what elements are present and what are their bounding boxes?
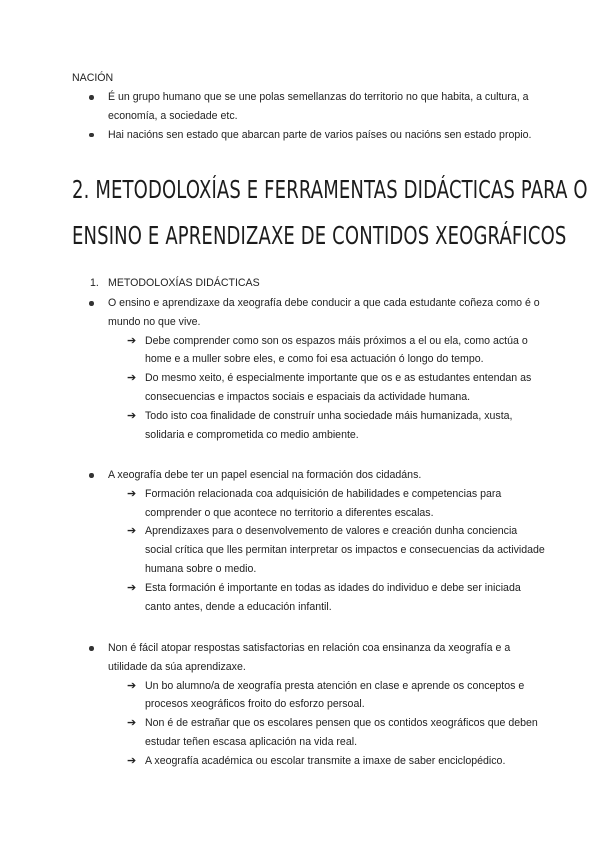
arrow-bullet-icon: ➔: [127, 525, 137, 538]
sub-item-text: Todo isto coa finalidade de construír unha sociedade máis humanizada, xusta,: [145, 409, 513, 422]
sub-item-text: Non é de estrañar que os escolares pensen que os contidos xeográficos que deben: [145, 717, 538, 730]
sub-item-text: Un bo alumno/a de xeografía presta atención en clase e aprende os conceptos e: [145, 679, 525, 692]
bullet-icon: [89, 133, 94, 138]
sub-item-text: Do mesmo xeito, é especialmente importante que os e as estudantes entendan as: [145, 372, 532, 385]
arrow-bullet-icon: ➔: [127, 717, 137, 730]
sub-item-text: Aprendizaxes para o desenvolvemento de valores e creación dunha conciencia: [145, 525, 518, 538]
sub-item-text: comprender o que acontece no territorio a diferentes escalas.: [145, 506, 434, 519]
arrow-bullet-icon: ➔: [127, 334, 137, 347]
sub-item-text: procesos xeográficos froito do esforzo persoal.: [145, 698, 365, 711]
sub-item-text: canto antes, dende a educación infantil.: [145, 600, 332, 613]
sub-item-text: social crítica que lles permitan interpretar os impactos e consecuencias da actividade: [145, 544, 545, 557]
list-item-text: É un grupo humano que se une polas semellanzas do territorio no que habita, a cultura, a: [108, 91, 529, 103]
subsection-title: METODOLOXÍAS DIDÁCTICAS: [108, 277, 260, 289]
sub-item-text: estudar teñen escasa aplicación na vida real.: [145, 736, 358, 748]
list-item-text: utilidade da súa aprendizaxe.: [108, 660, 246, 673]
bullet-icon: [89, 301, 94, 306]
nacion-label: NACIÓN: [72, 72, 114, 84]
arrow-bullet-icon: ➔: [127, 372, 137, 385]
sub-item-text: consecuencias e impactos sociais e espaciais da actividade humana.: [145, 391, 471, 403]
sub-item-text: solidaria e comprometida co medio ambiente.: [145, 428, 359, 441]
bullet-icon: [89, 95, 94, 100]
sub-item-text: A xeografía académica ou escolar transmite a imaxe de saber enciclopédico.: [145, 754, 506, 767]
list-item-text: O ensino e aprendizaxe da xeografía debe conducir a que cada estudante coñeza como é o: [108, 297, 540, 309]
sub-item-text: Esta formación é importante en todas as idades do individuo e debe ser iniciada: [145, 581, 521, 594]
sub-item-text: Formación relacionada coa adquisición de habilidades e competencias para: [145, 487, 502, 500]
arrow-bullet-icon: ➔: [127, 487, 137, 500]
sub-item-text: home e a muller sobre eles, e como foi esa actuación ó longo do tempo.: [145, 353, 484, 366]
list-item-text: A xeografía debe ter un papel esencial na formación dos cidadáns.: [108, 469, 422, 481]
bullet-icon: [89, 473, 94, 478]
list-item-text: Hai nacións sen estado que abarcan parte de varios países ou nacións sen estado propio.: [108, 128, 532, 141]
section-heading-line-1: 2. METODOLOXÍAS E FERRAMENTAS DIDÁCTICAS PARA O: [72, 175, 588, 204]
arrow-bullet-icon: ➔: [127, 754, 137, 767]
arrow-bullet-icon: ➔: [127, 581, 137, 594]
arrow-bullet-icon: ➔: [127, 409, 137, 422]
list-item-text: mundo no que vive.: [108, 315, 201, 328]
sub-item-text: Debe comprender como son os espazos máis próximos a el ou ela, como actúa o: [145, 334, 528, 347]
bullet-icon: [89, 646, 94, 651]
list-item-text: economía, a sociedade etc.: [108, 109, 238, 122]
arrow-bullet-icon: ➔: [127, 679, 137, 692]
section-heading-line-2: ENSINO E APRENDIZAXE DE CONTIDOS XEOGRÁFICOS: [72, 221, 567, 250]
subsection-number: 1.: [90, 277, 99, 289]
sub-item-text: humana sobre o medio.: [145, 563, 257, 575]
list-item-text: Non é fácil atopar respostas satisfactorias en relación coa ensinanza da xeografía e a: [108, 642, 511, 654]
